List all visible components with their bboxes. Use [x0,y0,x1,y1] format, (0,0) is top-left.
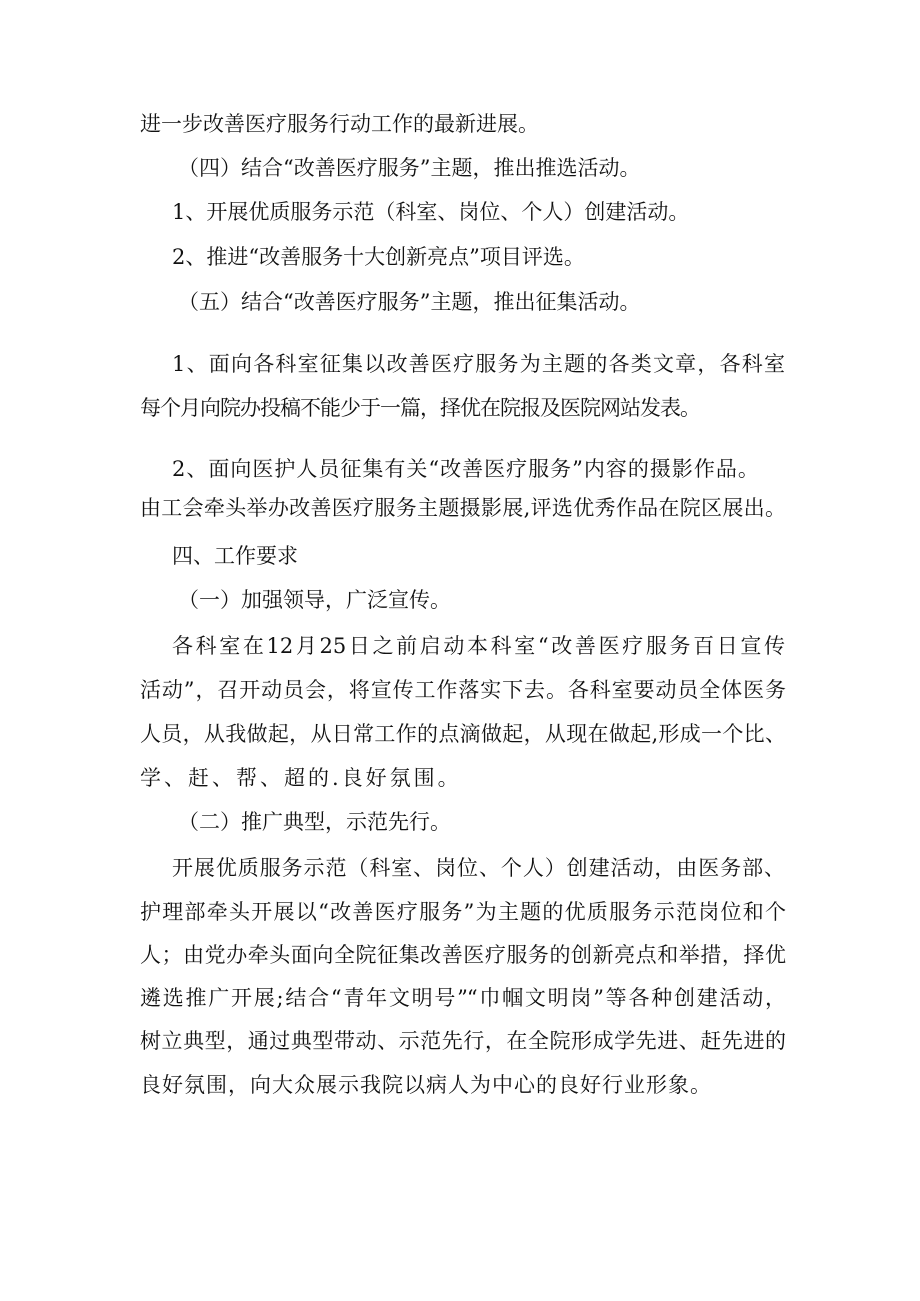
subsection-heading: （二）推广典型，示范先行。 [178,810,451,834]
paragraph-line: 护理部牵头开展以“改善医疗服务”为主题的优质服务示范岗位和个 [140,900,785,924]
paragraph-line: 人员，从我做起，从日常工作的点滴做起，从现在做起,形成一个比、 [140,722,785,746]
paragraph-line: 开展优质服务示范（科室、岗位、个人）创建活动，由医务部、 [172,856,785,880]
section-heading: （五）结合“改善医疗服务”主题，推出征集活动。 [178,290,641,314]
paragraph-line: 每个月向院办投稿不能少于一篇，择优在院报及医院网站发表。 [140,396,700,420]
paragraph-line: 由工会牵头举办改善医疗服务主题摄影展,评选优秀作品在院区展出。 [140,496,785,520]
subsection-heading: （一）加强领导，广泛宣传。 [178,588,451,612]
paragraph-line: 良好氛围，向大众展示我院以病人为中心的良好行业形象。 [140,1073,712,1097]
paragraph-line: 各科室在12月25日之前启动本科室“改善医疗服务百日宣传 [172,634,785,658]
list-item: 1、面向各科室征集以改善医疗服务为主题的各类文章，各科室 [172,352,785,376]
paragraph-line: 人；由党办牵头面向全院征集改善医疗服务的创新亮点和举措，择优 [140,943,785,967]
list-item: 1、开展优质服务示范（科室、岗位、个人）创建活动。 [172,200,690,224]
paragraph-line: 遴选推广开展;结合“青年文明号”“巾帼文明岗”等各种创建活动， [140,986,785,1010]
list-item: 2、推进“改善服务十大创新亮点”项目评选。 [172,245,585,269]
paragraph-line: 活动”，召开动员会，将宣传工作落实下去。各科室要动员全体医务 [140,678,785,702]
list-item: 2、面向医护人员征集有关“改善医疗服务”内容的摄影作品。 [172,457,760,481]
section-heading: 四、工作要求 [172,544,298,568]
paragraph-line: 树立典型，通过典型带动、示范先行，在全院形成学先进、赶先进的 [140,1029,785,1053]
paragraph-line: 进一步改善医疗服务行动工作的最新进展。 [140,112,539,136]
paragraph-line: 学、赶、帮、超的.良好氛围。 [140,766,462,790]
section-heading: （四）结合“改善医疗服务”主题，推出推选活动。 [178,156,641,180]
